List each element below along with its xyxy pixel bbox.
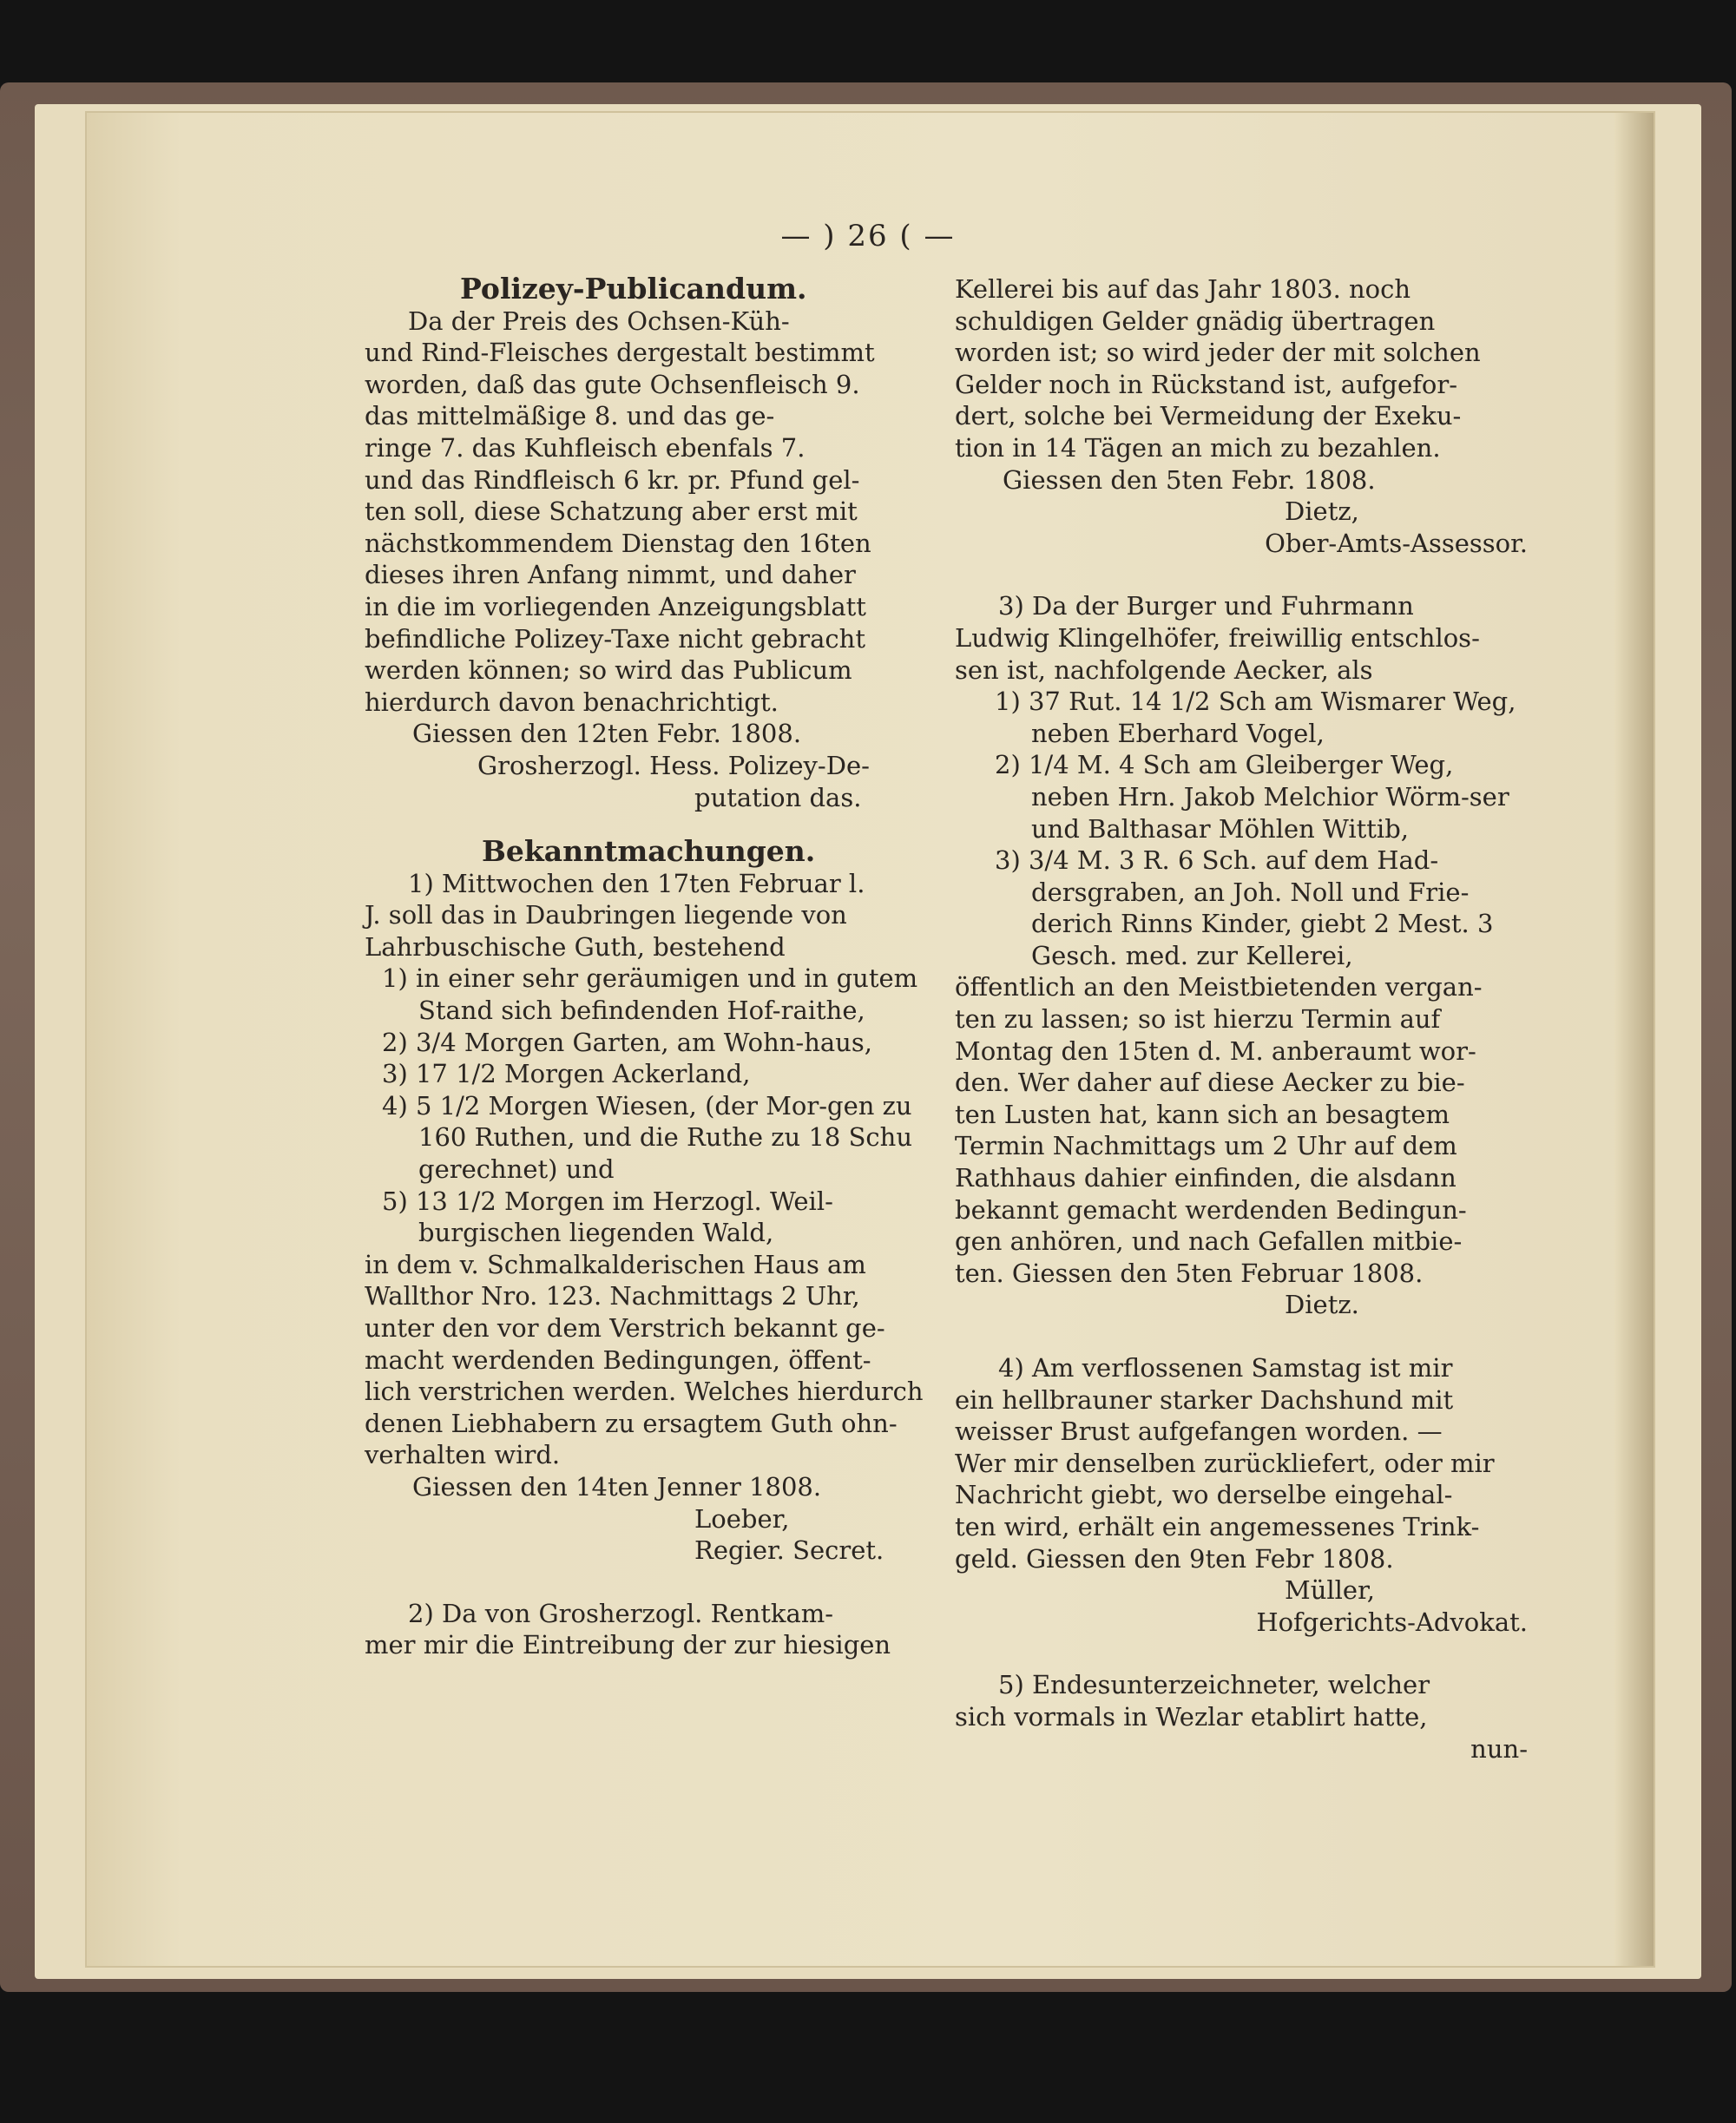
page-gutter-shadow [1614, 113, 1654, 1966]
text-line: Ludwig Klingelhöfer, freiwillig entschlos- [955, 622, 1480, 653]
signature: Ober-Amts-Assessor. [1265, 528, 1528, 558]
text-line: mer mir die Eintreibung der zur hiesigen [365, 1630, 891, 1660]
text-line: sich vormals in Wezlar etablirt hatte, [955, 1701, 1428, 1732]
signature: Hofgerichts-Advokat. [1256, 1607, 1528, 1637]
text-line: ten zu lassen; so ist hierzu Termin auf [955, 1004, 1441, 1035]
signature: Loeber, [694, 1503, 790, 1534]
text-line: dieses ihren Anfang nimmt, und daher [365, 560, 856, 590]
signature: putation das. [694, 782, 862, 812]
list-item: 1) 37 Rut. 14 1/2 Sch am Wismarer Weg, neben Eberhard Vogel, [995, 687, 1516, 748]
text-line: Kellerei bis auf das Jahr 1803. noch [955, 274, 1411, 304]
list-item: 3) 3/4 M. 3 R. 6 Sch. auf dem Had-dersgraben, an Joh. Noll und Frie-derich Rinns Kinder, giebt 2 Mest. 3 Gesch. med. zur Kellerei, [995, 845, 1494, 970]
list-item: 1) in einer sehr geräumigen und in gutem Stand sich befindenden Hof-raithe, [382, 963, 918, 1026]
signature: Grosherzogl. Hess. Polizey-De- [477, 750, 870, 780]
text-line: worden ist; so wird jeder der mit solchen [955, 338, 1481, 368]
signature: Müller, [1285, 1575, 1375, 1606]
place-date: Giessen den 5ten Febr. 1808. [1003, 464, 1376, 495]
text-line: 5) Endesunterzeichneter, welcher [998, 1670, 1430, 1700]
text-line: 2) Da von Grosherzogl. Rentkam- [408, 1598, 834, 1628]
text-line: ten. Giessen den 5ten Februar 1808. [955, 1258, 1424, 1288]
list-item: 4) 5 1/2 Morgen Wiesen, (der Mor-gen zu 160 Ruthen, und die Ruthe zu 18 Schu gerechnet) und [382, 1090, 913, 1185]
text-line: geld. Giessen den 9ten Febr 1808. [955, 1543, 1394, 1574]
page-number: — ) 26 ( — [780, 219, 956, 253]
text-line: Wallthor Nro. 123. Nachmittags 2 Uhr, [365, 1281, 860, 1311]
text-line: worden, daß das gute Ochsenfleisch 9. [365, 369, 860, 399]
text-line: 1) Mittwochen den 17ten Februar l. [408, 868, 865, 898]
text-line: werden können; so wird das Publicum [365, 655, 852, 686]
police-heading: Polizey-Publicandum. [460, 272, 807, 306]
list-item: 2) 3/4 Morgen Garten, am Wohn-haus, [382, 1027, 872, 1057]
list-item: 5) 13 1/2 Morgen im Herzogl. Weil-burgischen liegenden Wald, [382, 1186, 833, 1248]
text-line: Termin Nachmittags um 2 Uhr auf dem [955, 1131, 1457, 1161]
text-line: lich verstrichen werden. Welches hierdurch [365, 1377, 924, 1407]
text-line: Wer mir denselben zurückliefert, oder mir [955, 1448, 1495, 1478]
text-line: Nachricht giebt, wo derselbe eingehal- [955, 1480, 1453, 1510]
right-column [955, 273, 1528, 1765]
text-line: das mittelmäßige 8. und das ge- [365, 401, 775, 431]
text-line: und das Rindfleisch 6 kr. pr. Pfund gel- [365, 464, 860, 495]
text-line: den. Wer daher auf diese Aecker zu bie- [955, 1068, 1465, 1098]
text-line: hierdurch davon benachrichtigt. [365, 687, 779, 717]
text-line: dert, solche bei Vermeidung der Exeku- [955, 401, 1462, 431]
text-line: bekannt gemacht werdenden Bedingun- [955, 1194, 1467, 1225]
text-line: unter den vor dem Verstrich bekannt ge- [365, 1313, 885, 1343]
text-line: gen anhören, und nach Gefallen mitbie- [955, 1226, 1463, 1257]
text-line: nächstkommendem Dienstag den 16ten [365, 528, 871, 558]
text-line: ringe 7. das Kuhfleisch ebenfals 7. [365, 432, 806, 463]
text-line: ten soll, diese Schatzung aber erst mit [365, 496, 858, 527]
text-line: macht werdenden Bedingungen, öffent- [365, 1344, 871, 1375]
list-item: 3) 17 1/2 Morgen Ackerland, [382, 1059, 751, 1089]
text-line: Montag den 15ten d. M. anberaumt wor- [955, 1035, 1476, 1066]
text-line: weisser Brust aufgefangen worden. — [955, 1416, 1443, 1447]
text-line: öffentlich an den Meistbietenden vergan- [955, 972, 1483, 1002]
text-line: tion in 14 Tägen an mich zu bezahlen. [955, 432, 1441, 463]
text-line: J. soll das in Daubringen liegende von [365, 900, 847, 930]
place-date: Giessen den 12ten Febr. 1808. [412, 719, 802, 749]
signature: Dietz, [1285, 496, 1359, 527]
text-line: in die im vorliegenden Anzeigungsblatt [365, 591, 866, 621]
text-line: Rathhaus dahier einfinden, die alsdann [955, 1163, 1457, 1193]
text-line: und Rind-Fleisches dergestalt bestimmt [365, 338, 875, 368]
text-line: befindliche Polizey-Taxe nicht gebracht [365, 623, 865, 654]
text-line: schuldigen Gelder gnädig übertragen [955, 306, 1436, 336]
text-line: 3) Da der Burger und Fuhrmann [998, 591, 1414, 621]
text-line: in dem v. Schmalkalderischen Haus am [365, 1249, 866, 1279]
text-line: ten wird, erhält ein angemessenes Trink- [955, 1511, 1480, 1541]
place-date: Giessen den 14ten Jenner 1808. [412, 1471, 822, 1502]
text-line: verhalten wird. [365, 1440, 561, 1470]
catchword: nun- [1470, 1733, 1528, 1764]
text-line: Da der Preis des Ochsen-Küh- [408, 306, 790, 336]
left-column [365, 273, 929, 1661]
text-line: denen Liebhabern zu ersagtem Guth ohn- [365, 1408, 898, 1438]
text-line: sen ist, nachfolgende Aecker, als [955, 654, 1373, 685]
signature: Regier. Secret. [694, 1535, 884, 1566]
text-line: 4) Am verflossenen Samstag ist mir [998, 1353, 1453, 1383]
notices-heading: Bekanntmachungen. [482, 834, 816, 869]
text-line: ein hellbrauner starker Dachshund mit [955, 1384, 1454, 1415]
list-item: 2) 1/4 M. 4 Sch am Gleiberger Weg, neben Hrn. Jakob Melchior Wörm-ser und Balthasar Möhlen Wittib, [995, 750, 1509, 844]
text-line: Lahrbuschische Guth, bestehend [365, 931, 786, 962]
text-line: Gelder noch in Rückstand ist, aufgefor- [955, 369, 1457, 399]
text-line: ten Lusten hat, kann sich an besagtem [955, 1099, 1450, 1129]
signature: Dietz. [1285, 1290, 1359, 1320]
